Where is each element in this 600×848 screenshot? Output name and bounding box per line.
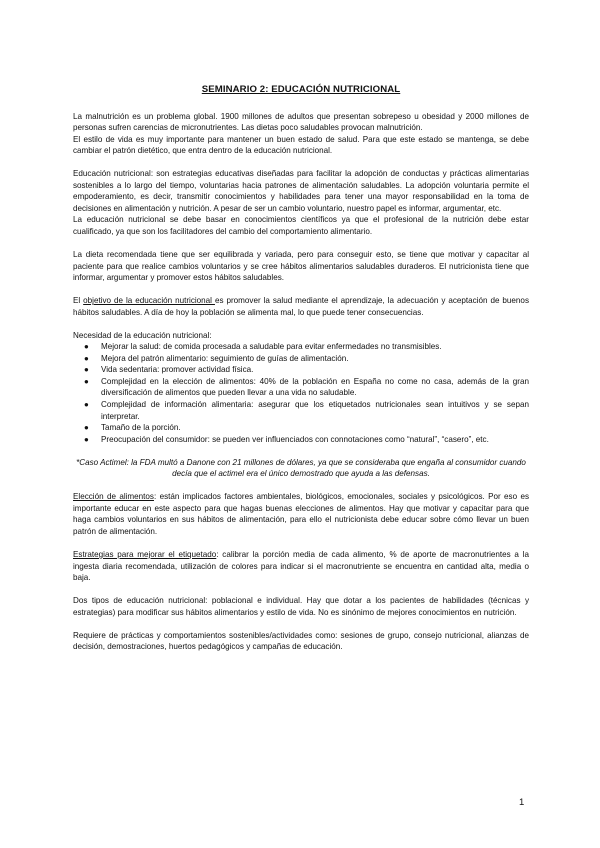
needs-list [73, 341, 529, 445]
list-item: ● Mejorar la salud: de comida procesada a saludable para evitar enfermedades no transmisibles. [84, 342, 442, 352]
bullet-icon: ● [84, 434, 89, 444]
diet-paragraph: La dieta recomendada tiene que ser equilibrada y variada, pero para conseguir esto, se tiene que motivar y capacitar al paciente para que realice cambios voluntarios y se cree hábitos alimentarios saludables duraderos. El nutricionista tiene que informar, argumentar y promover estos hábitos saludables. [73, 250, 529, 283]
labeling-text: : calibrar la porción media de cada alimento, % de aporte de macronutrientes a la ingesta diaria recomendada, utilización de colores para indicar si el macronutriente se encuentra en cantidad alta, media o baja. [73, 550, 529, 583]
actimel-case-note: *Caso Actimel: la FDA multó a Danone con 21 millones de dólares, ya que se consideraba que engaña al consumidor cuando decía que el actimel era el único demostrado que ayuda a las defensas. [76, 457, 526, 479]
bullet-icon: ● [84, 365, 89, 375]
education-types-paragraph: Dos tipos de educación nutricional: poblacional e individual. Hay que dotar a los pacientes de habilidades (técnicas y estrategias) para modificar sus hábitos alimentarios y estilo de vida. No es sinónimo de mejores conocimientos en nutrición. [73, 596, 529, 617]
needs-heading: Necesidad de la educación nutricional: [73, 330, 212, 340]
bullet-icon: ● [84, 376, 89, 386]
page-number: 1 [519, 797, 525, 808]
objective-prefix: El [73, 296, 84, 306]
intro-paragraph-2: El estilo de vida es muy importante para mantener un buen estado de salud. Para que este estado se mantenga, se debe cambiar el patrón dietético, que entra dentro de la educación nutricional. [73, 134, 529, 156]
bullet-icon: ● [84, 423, 89, 433]
labeling-term: Estrategias para mejorar el etiquetado [73, 550, 217, 559]
document-body [73, 84, 529, 653]
objective-paragraph [73, 295, 529, 318]
list-item: ● Vida sedentaria: promover actividad física. [84, 365, 254, 375]
list-item: ● Complejidad en la elección de alimentos: 40% de la población en España no come no casa, además de la gran diversificación de alimentos que pueden llevar a una vida no saludable. [84, 376, 529, 398]
labeling-paragraph [73, 549, 529, 584]
bullet-icon: ● [84, 353, 89, 363]
page-title: SEMINARIO 2: EDUCACIÓN NUTRICIONAL [201, 84, 401, 95]
objective-text: es promover la salud mediante el aprendizaje, la adecuación y aceptación de buenos hábitos saludables. A día de hoy la población se alimenta mal, lo que puede tener consecuencias. [73, 296, 529, 317]
objective-term: objetivo de la educación nutricional [83, 296, 215, 306]
list-item: ● Mejora del patrón alimentario: seguimiento de guías de alimentación. [84, 353, 349, 363]
bullet-icon: ● [84, 400, 89, 410]
requirements-paragraph: Requiere de prácticas y comportamientos sostenibles/actividades como: sesiones de grupo, consejo nutricional, alianzas de decisión, demostraciones, huertos pedagógicos y campañas de educación. [73, 630, 529, 652]
list-item: ● Complejidad de información alimentaria: asegurar que los etiquetados nutricionales sean intuitivos y se sepan interpretar. [84, 400, 529, 421]
food-election-paragraph [73, 491, 529, 537]
food-election-text: : están implicados factores ambientales, biológicos, emocionales, sociales y psicológicos. Por eso es importante educar en este aspecto para que hagas buenas elecciones de alimentos. Hay que motivar y capacitar para que haga cambios voluntarios en sus hábitos de alimentación, para ello el nutricionista debe educar sobre cómo llevar un buen patrón de alimentación. [73, 492, 530, 536]
education-definition-paragraph: Educación nutricional: son estrategias educativas diseñadas para facilitar la adopción de conductas y prácticas alimentarias sostenibles a lo largo del tiempo, voluntarias hacia patrones de alimentación saludables. La adopción voluntaria permite el empoderamiento, es decir, transmitir conocimientos y habilidades para tener una mayor responsabilidad en la toma de decisiones en alimentación y nutrición. A pesar de ser un cambio voluntario, nuestro papel es informar, argumentar, etc. [73, 169, 529, 213]
list-item: ● Tamaño de la porción. [84, 423, 181, 433]
education-science-paragraph: La educación nutricional se debe basar en conocimientos científicos ya que el profesional de la nutrición debe estar cualificado, ya que son los facilitadores del cambio del comportamiento alimentario. [73, 215, 529, 236]
food-election-term: Elección de alimentos [73, 492, 154, 502]
intro-paragraph-1: La malnutrición es un problema global. 1900 millones de adultos que presentan sobrepeso u obesidad y 2000 millones de personas sufren carencias de micronutrientes. Las dietas poco saludables provocan malnutrición. [73, 111, 529, 133]
bullet-icon: ● [84, 342, 89, 352]
list-item: ● Preocupación del consumidor: se pueden ver influenciados con connotaciones como “natural”, “casero”, etc. [84, 434, 489, 444]
